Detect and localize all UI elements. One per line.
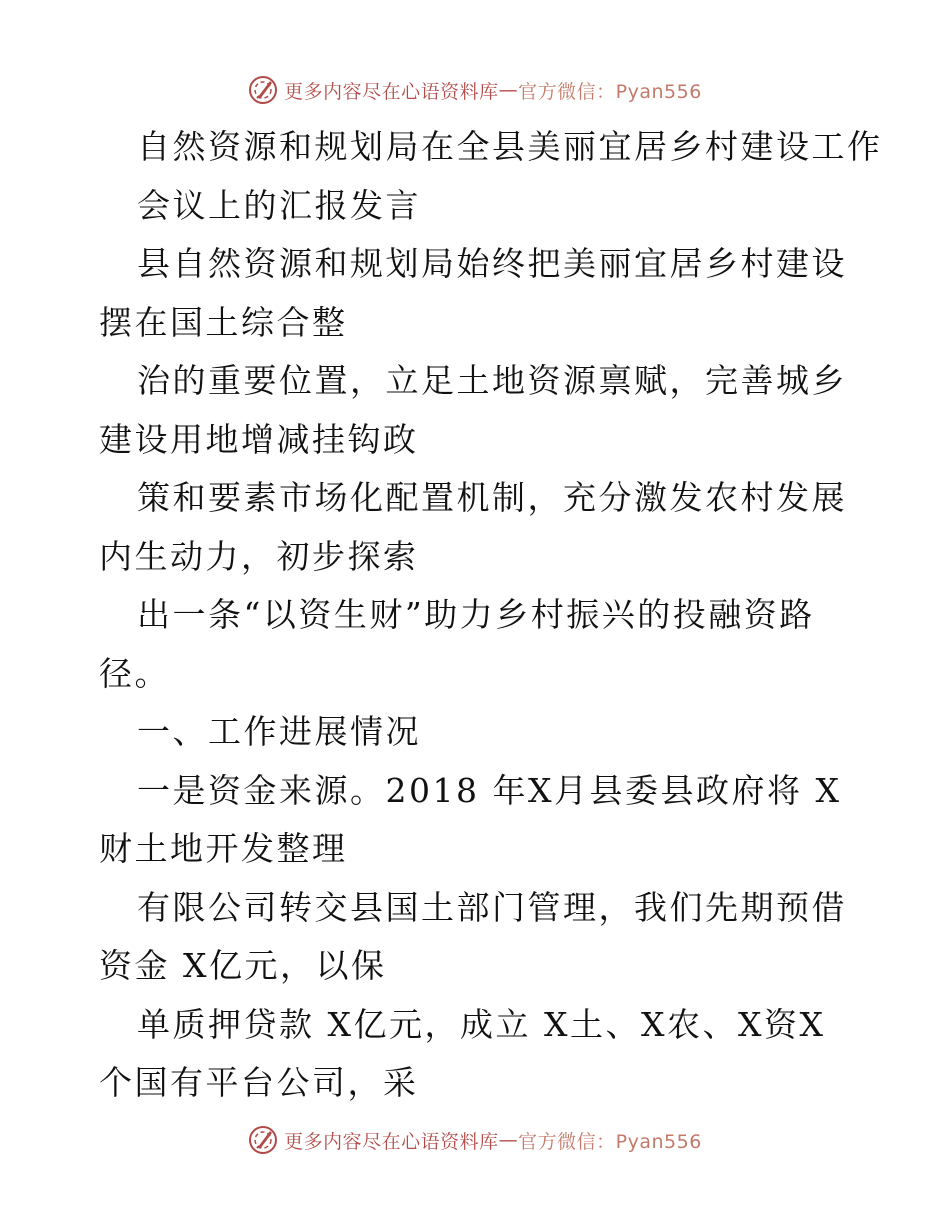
paragraph: 单质押贷款 X亿元，成立 X土、X农、X资X个国有平台公司，采 [99, 1004, 826, 1102]
paragraph: 有限公司转交县国土部门管理，我们先期预借资金 X亿元，以保 [99, 887, 847, 985]
paragraph: 策和要素市场化配置机制，充分激发农村发展内生动力，初步探索 [99, 478, 847, 576]
watermark-dash: — [498, 79, 519, 101]
watermark-brand-text: 更多内容尽在心语资料库 [284, 80, 499, 103]
watermark-contact-text: 官方微信：Pyan556 [518, 1130, 702, 1153]
document-body [99, 118, 883, 1113]
watermark-contact-text: 官方微信：Pyan556 [518, 80, 702, 103]
quill-logo-icon [248, 75, 278, 105]
header-watermark [0, 70, 950, 110]
paragraph: 一是资金来源。2018 年X月县委县政府将 X财土地开发整理 [99, 770, 842, 868]
footer-watermark [0, 1120, 950, 1160]
quill-logo-icon [248, 1125, 278, 1155]
section-heading: 一、工作进展情况 [137, 712, 421, 751]
paragraph: 治的重要位置，立足土地资源禀赋，完善城乡建设用地增减挂钩政 [99, 361, 847, 459]
paragraph: 县自然资源和规划局始终把美丽宜居乡村建设摆在国土综合整 [99, 244, 847, 342]
paragraph: 出一条“以资生财”助力乡村振兴的投融资路径。 [99, 595, 815, 693]
watermark-dash: — [498, 1129, 519, 1151]
document-title-line-1: 自然资源和规划局在全县美丽宜居乡村建设工作 [137, 127, 883, 166]
watermark-brand-text: 更多内容尽在心语资料库 [284, 1130, 499, 1153]
document-title-line-2: 会议上的汇报发言 [137, 185, 421, 225]
